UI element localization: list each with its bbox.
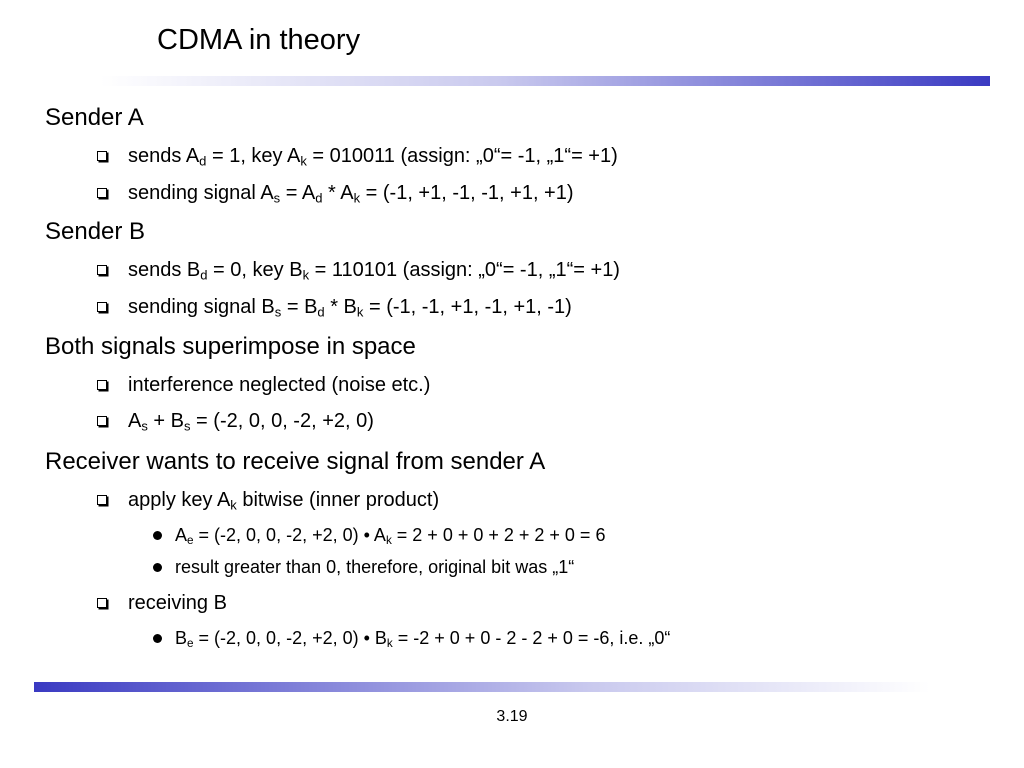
square-bullet-icon (97, 380, 107, 390)
list-item-sender-a-signal: sending signal $A_s = A_d * A_k = (-1$, +1, -1, -1, +1, +1) (128, 180, 574, 206)
heading-superimpose: Both signals superimpose in space (45, 333, 416, 360)
footer-divider-bar (34, 682, 930, 692)
heading-receiver: Receiver wants to receive signal from sender A (45, 448, 546, 475)
title-divider-bar (100, 76, 990, 86)
heading-sender-a: Sender A (45, 104, 144, 131)
list-item-sum-signal: $A_s + B_s = (-2$, 0, 0, -2, +2, 0) (128, 408, 374, 434)
list-item-sender-b-sends: sends $B_d = 0$, key $B_k = 110101$ (assign: „0“= -1, „1“= +1) (128, 257, 620, 283)
heading-sender-b: Sender B (45, 218, 146, 245)
round-bullet-icon (153, 531, 162, 540)
round-bullet-icon (153, 634, 162, 643)
square-bullet-icon (97, 416, 107, 426)
square-bullet-icon (97, 302, 107, 312)
square-bullet-icon (97, 495, 107, 505)
square-bullet-icon (97, 188, 107, 198)
square-bullet-icon (97, 598, 107, 608)
square-bullet-icon (97, 265, 107, 275)
list-item-result-a: result greater than 0, therefore, original bit was „1“ (175, 555, 574, 579)
list-item-apply-key: apply key $A_k$ bitwise (inner product) (128, 487, 439, 513)
list-item-sender-b-signal: sending signal $B_s = B_d * B_k = (-1$, -1, +1, -1, +1, -1) (128, 294, 572, 320)
square-bullet-icon (97, 151, 107, 161)
list-item-sender-a-sends: sends $A_d = 1$, key $A_k = 010011$ (assign: „0“= -1, „1“= +1) (128, 143, 618, 169)
round-bullet-icon (153, 563, 162, 572)
list-item-calc-a: $A_e = (-2$, 0, 0, -2, +2, 0) • $A_k = 2 + 0 + 0 + 2 + 2 + 0 = 6$ (175, 523, 605, 547)
list-item-receiving-b: receiving B (128, 590, 227, 616)
slide-title: CDMA in theory (157, 24, 361, 56)
list-item-interference: interference neglected (noise etc.) (128, 372, 430, 398)
list-item-calc-b: $B_e = (-2$, 0, 0, -2, +2, 0) • $B_k = -2 + 0 + 0 - 2 - 2 + 0 = -6$, i.e. „0“ (175, 626, 670, 650)
page-number: 3.19 (496, 708, 528, 725)
